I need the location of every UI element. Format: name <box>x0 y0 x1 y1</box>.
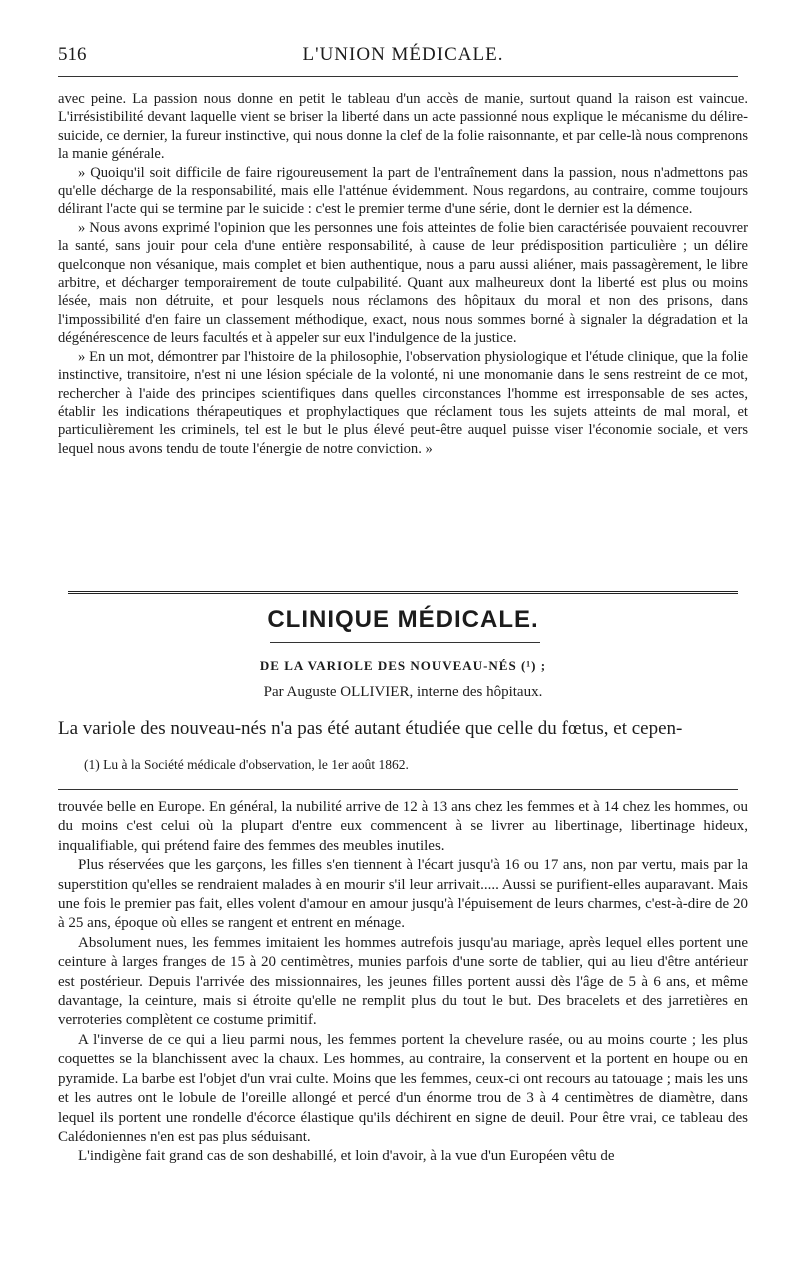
bottom-text-block <box>58 798 748 1167</box>
article-lead-line: La variole des nouveau-nés n'a pas été autant étudiée que celle du fœtus, et cepen- <box>58 718 683 739</box>
footnote: (1) Lu à la Société médicale d'observation, le 1er août 1862. <box>84 757 409 772</box>
page-number: 516 <box>58 44 87 65</box>
paragraph: trouvée belle en Europe. En général, la nubilité arrive de 12 à 13 ans chez les femmes et à 14 chez les hommes, ou du moins c'est celui où la plupart d'entre eux commencent à se livrer au libertinage, libertinage hideux, inqualifiable, qui prétend faire des femmes des meubles inutiles. <box>58 799 748 854</box>
paragraph: A l'inverse de ce qui a lieu parmi nous, les femmes portent la chevelure rasée, ou au moins courte ; les plus coquettes se la blanchissent avec la chaux. Les hommes, au contraire, la conservent et la portent en houpe ou en pyramide. La barbe est l'objet d'un vrai culte. Moins que les femmes, ceux-ci ont recours au tatouage ; mais les uns et les autres ont le lobule de l'oreille allongé et percé d'un énorme trou de 3 à 4 centimètres de diamètre, dans lequel ils portent une rondelle d'écorce élastique qu'ils déchirent en signe de deuil. Pour être vrai, ce tableau des Calédoniennes n'en est pas plus séduisant. <box>58 1031 748 1145</box>
author-line: Par Auguste OLLIVIER, interne des hôpitaux. <box>263 684 543 700</box>
paragraph: avec peine. La passion nous donne en petit le tableau d'un accès de manie, surtout quand la raison est vaincue. L'irrésistibilité devant laquelle vient se briser la liberté dans un acte passionné nous explique le mécanisme du délire-suicide, ce dernier, la fureur instinctive, qui nous donne la clef de la folie raisonnante, et par celle-là nous comprenons la manie générale. <box>58 91 748 163</box>
paragraph: Plus réservées que les garçons, les filles s'en tiennent à l'écart jusqu'à 16 ou 17 ans, non par vertu, mais par la superstition qu'elles se rendraient malades à en mourir s'il leur arrivait..... Aussi se purifient-elles auparavant. Mais une fois le premier pas fait, elles volent d'amour en amour jusqu'à l'épuisement de leurs charmes, c'est-à-dire de 20 à 25 ans, époque où elles se rangent et entrent en ménage. <box>58 857 748 932</box>
paragraph: » Quoiqu'il soit difficile de faire rigoureusement la part de l'entraînement dans la passion, nous n'admettons pas qu'elle décharge de la responsabilité, mais elle l'atténue évidemment. Nous regardons, au contraire, comme toujours délirant l'acte qui se termine par le suicide : c'est le premier terme d'une série, dont le dernier est la démence. <box>58 164 748 218</box>
running-title: L'UNION MÉDICALE. <box>302 44 504 65</box>
paragraph: » En un mot, démontrer par l'histoire de la philosophie, l'observation physiologique et l'étude clinique, que la folie instinctive, transitoire, n'est ni une lésion spéciale de la volonté, ni une monomanie dans le sens restreint de ce mot, rechercher à l'aide des principes scientifiques dans quelles circonstances l'homme est irresponsable de ses actes, établir les indications thérapeutiques et prophylactiques que réclament tous les sujets atteints de mal moral, et particulièrement les criminels, tel est le but le plus élevé peut-être auquel puisse viser l'économie sociale, et vers lequel nous avons tendu de toute l'énergie de notre conviction. » <box>58 348 748 457</box>
section-bottom-rule <box>58 789 738 790</box>
title-underline <box>270 642 540 643</box>
section-title: CLINIQUE MÉDICALE. <box>267 606 539 633</box>
paragraph: Absolument nues, les femmes imitaient les hommes autrefois jusqu'au mariage, après lequel elles portent une ceinture à larges franges de 15 à 20 centimètres, munies parfois d'une sorte de tablier, qui au lieu d'être antérieur est postérieur. Depuis l'arrivée des missionnaires, les jeunes filles portent aussi dès l'âge de 5 à 6 ans, et même davantage, la ceinture, mais si étroite qu'elle ne remplit plus du tout le but. Des bracelets et des jarretières en verroteries complètent ce costume primitif. <box>58 934 748 1029</box>
article-title: DE LA VARIOLE DES NOUVEAU-NÉS (¹) ; <box>259 658 547 673</box>
section-divider <box>68 591 738 594</box>
paragraph: L'indigène fait grand cas de son deshabillé, et loin d'avoir, à la vue d'un Européen vêtu de <box>78 1148 615 1165</box>
header-rule <box>58 76 738 77</box>
paragraph: » Nous avons exprimé l'opinion que les personnes une fois atteintes de folie bien caractérisée pouvaient recouvrer la santé, sans jouir pour cela d'une entière responsabilité, à cause de leur prédisposition particulière ; un délire quelconque non vésanique, mais complet et bien authentique, nous a paru aussi aliéner, mais passagèrement, le libre arbitre, et décharger temporairement de toute culpabilité. Quant aux malheureux dont la liberté est plus ou moins lésée, mais non détruite, et pour lesquels nous réclamons des hôpitaux du moral et non des prisons, dans l'impossibilité d'en faire un classement méthodique, exact, nous nous sommes borné à signaler la dégradation et la dégénérescence de leurs facultés et à appeler sur eux l'indulgence de la justice. <box>58 219 748 347</box>
page-header <box>58 40 748 72</box>
top-text-block <box>58 90 748 458</box>
